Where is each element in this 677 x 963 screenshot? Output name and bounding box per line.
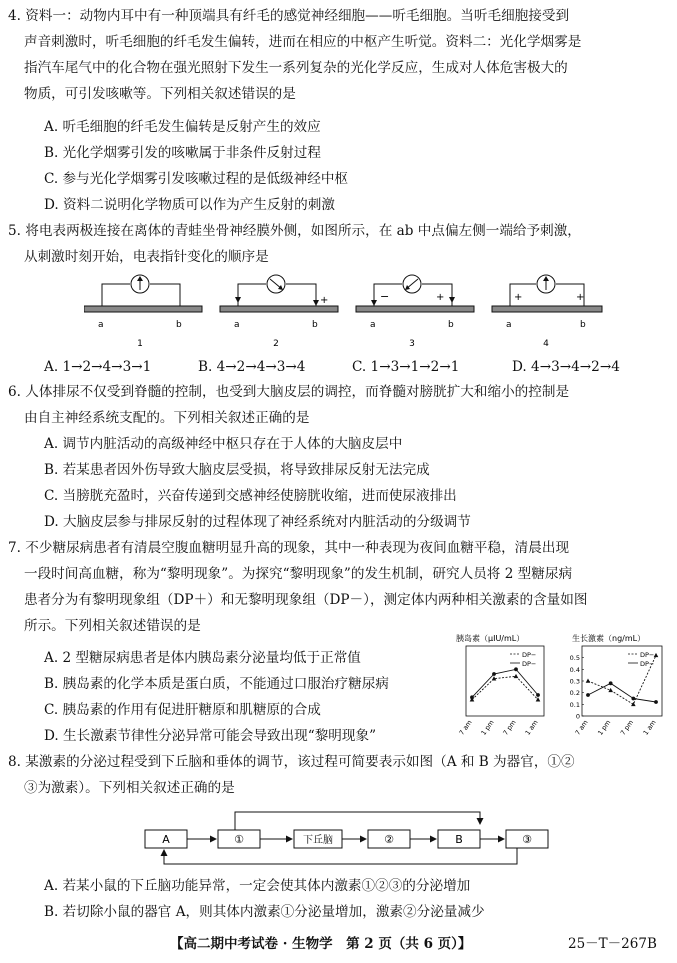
q7-line-2: 一段时间高血糖，称为“黎明现象”。为探究“黎明现象”的发生机制，研究人员将 2 型糖尿病 <box>24 566 573 582</box>
q7-option-c: C. 胰岛素的作用有促进肝糖原和肌糖原的合成 <box>44 702 321 718</box>
q7-option-d: D. 生长激素节律性分泌异常可能会导致出现“黎明现象” <box>44 728 377 744</box>
panel-2-label-b: b <box>312 320 318 330</box>
q8-option-a: A. 若某小鼠的下丘脑功能异常，一定会使其体内激素①②③的分泌增加 <box>44 878 471 894</box>
svg-text:①: ① <box>234 833 244 846</box>
panel-1 <box>84 275 202 349</box>
q6-line-1: 6. 人体排尿不仅受到脊髓的控制，也受到大脑皮层的调控，而脊髓对膀胱扩大和缩小的控制是 <box>8 384 570 400</box>
chart-2-ytick-label: 0.3 <box>569 677 580 686</box>
chart-2-series-2-point <box>654 700 658 704</box>
q7-line-3: 患者分为有黎明现象组（DP＋）和无黎明现象组（DP－），测定体内两种相关激素的含量如图 <box>24 592 588 608</box>
q6-option-a: A. 调节内脏活动的高级神经中枢只存在于人体的大脑皮层中 <box>44 436 403 452</box>
q4-line-1: 4. 资料一：动物内耳中有一种顶端具有纤毛的感觉神经细胞——听毛细胞。当听毛细胞接受到 <box>8 8 570 24</box>
panel-3-label-b: b <box>448 320 454 330</box>
panel-3-sign-right: + <box>436 292 445 303</box>
q7-line-4: 所示。下列相关叙述错误的是 <box>24 618 201 634</box>
chart-1-series-1-line <box>472 676 538 699</box>
q5-nerve-figure <box>84 270 604 350</box>
chart-2-ytick-label: 0.1 <box>569 700 580 709</box>
box-hormone-3 <box>506 830 548 848</box>
chart-2-ytick-label: 0 <box>575 712 580 721</box>
q4-line-3: 指汽车尾气中的化合物在强光照射下发生一系列复杂的光化学反应，生成对人体危害极大的 <box>24 60 568 76</box>
q4-option-c: C. 参与光化学烟雾引发咳嗽过程的是低级神经中枢 <box>44 171 349 187</box>
q5-option-d: D. 4→3→4→2→4 <box>512 359 620 375</box>
chart-2-series-2-point <box>609 681 613 685</box>
chart-2-xtick-label: 1 am <box>641 718 658 737</box>
chart-1-series-2-line <box>472 669 538 697</box>
panel-3 <box>356 275 474 349</box>
box-a <box>145 830 187 848</box>
q5-option-a: A. 1→2→4→3→1 <box>44 359 152 375</box>
chart-1-xtick-label: 7 am <box>457 718 474 737</box>
chart-1-series-2-point <box>536 693 540 697</box>
chart-2-title: 生长激素（ng/mL） <box>572 634 646 643</box>
q8-option-b: B. 若切除小鼠的器官 A，则其体内激素①分泌量增加，激素②分泌量减少 <box>44 904 485 920</box>
panel-4-label-b: b <box>580 320 586 330</box>
chart-2-series-2-point <box>586 693 590 697</box>
chart-2-series-1-point <box>586 679 591 683</box>
panel-3-label-a: a <box>370 320 376 330</box>
chart-1-series-2-point <box>492 672 496 676</box>
panel-4-sign-right: + <box>576 292 585 303</box>
q6-option-c: C. 当膀胱充盈时，兴奋传递到交感神经使膀胱收缩，进而使尿液排出 <box>44 488 457 504</box>
chart-2-series-1-point <box>654 653 659 657</box>
footer-code: 25－T－267B <box>568 936 657 952</box>
q6-line-2: 由自主神经系统支配的。下列相关叙述正确的是 <box>24 410 310 426</box>
panel-1-number: 1 <box>137 339 143 349</box>
chart-2-series-2-point <box>631 697 635 701</box>
panel-2-sign: + <box>320 295 329 306</box>
svg-text:③: ③ <box>522 833 532 846</box>
panel-2 <box>220 275 338 349</box>
chart-2-legend-label-1: DP− <box>640 651 655 659</box>
chart-1-legend-label-1: DP− <box>522 651 537 659</box>
chart-1-legend-label-2: DP− <box>522 660 537 668</box>
panel-1-label-b: b <box>176 320 182 330</box>
panel-3-sign-left: − <box>380 290 390 303</box>
chart-1-series-2-point <box>470 695 474 699</box>
chart-1-xtick-label: 1 pm <box>479 718 496 737</box>
panel-2-number: 2 <box>273 339 279 349</box>
chart-2-series-2-line <box>588 683 656 702</box>
chart-1-xtick-label: 1 am <box>523 718 540 737</box>
q6-option-d: D. 大脑皮层参与排尿反射的过程体现了神经系统对内脏活动的分级调节 <box>44 514 471 530</box>
svg-text:下丘脑: 下丘脑 <box>303 835 333 846</box>
box-hormone-1 <box>218 830 260 848</box>
q5-option-b: B. 4→2→4→3→4 <box>198 359 306 375</box>
chart-2-xtick-label: 7 pm <box>618 718 635 737</box>
q4-line-4: 物质，可引发咳嗽等。下列相关叙述错误的是 <box>24 86 296 102</box>
svg-text:B: B <box>455 833 463 846</box>
q8-line-2: ③为激素）。下列相关叙述正确的是 <box>24 780 235 796</box>
chart-2-legend-label-2: DP− <box>640 660 655 668</box>
q4-option-a: A. 听毛细胞的纤毛发生偏转是反射产生的效应 <box>44 119 321 135</box>
chart-2-xtick-label: 1 pm <box>596 718 613 737</box>
svg-text:A: A <box>162 833 170 846</box>
q8-line-1: 8. 某激素的分泌过程受到下丘脑和垂体的调节，该过程可简要表示如图（A 和 B 为器官，①② <box>8 754 575 770</box>
q8-regulation-diagram <box>140 808 560 870</box>
chart-1-series-1-point <box>514 674 519 678</box>
panel-4-label-a: a <box>506 320 512 330</box>
q7-option-b: B. 胰岛素的化学本质是蛋白质，不能通过口服治疗糖尿病 <box>44 676 389 692</box>
panel-4 <box>492 275 602 349</box>
panel-2-label-a: a <box>234 320 240 330</box>
q7-option-a: A. 2 型糖尿病患者是体内胰岛素分泌量均低于正常值 <box>44 650 361 666</box>
panel-4-sign-left: + <box>514 292 523 303</box>
q4-line-2: 声音刺激时，听毛细胞的纤毛发生偏转，进而在相应的中枢产生听觉。资料二：光化学烟雾是 <box>24 34 582 50</box>
chart-2-xtick-label: 7 am <box>573 718 590 737</box>
q4-option-b: B. 光化学烟雾引发的咳嗽属于非条件反射过程 <box>44 145 321 161</box>
q6-option-b: B. 若某患者因外伤导致大脑皮层受损，将导致排尿反射无法完成 <box>44 462 430 478</box>
chart-1-series-2-point <box>514 667 518 671</box>
q5-line-2: 从刺激时刻开始，电表指针变化的顺序是 <box>24 249 269 265</box>
panel-1-label-a: a <box>98 320 104 330</box>
panel-4-number: 4 <box>543 339 549 349</box>
chart-2-ytick-label: 0.4 <box>569 665 580 674</box>
box-b <box>438 830 480 848</box>
chart-2-ytick-label: 0.2 <box>569 689 580 698</box>
chart-1-xtick-label: 7 pm <box>501 718 518 737</box>
q7-hormone-charts <box>452 628 672 748</box>
q4-option-d: D. 资料二说明化学物质可以作为产生反射的刺激 <box>44 197 335 213</box>
svg-text:②: ② <box>384 833 394 846</box>
q5-option-c: C. 1→3→1→2→1 <box>352 359 460 375</box>
footer-title: 【高二期中考试卷 · 生物学 第 2 页（共 6 页）】 <box>170 936 472 952</box>
chart-2-series-1-point <box>631 702 636 706</box>
box-hypothalamus <box>294 830 342 848</box>
q5-line-1: 5. 将电表两极连接在离体的青蛙坐骨神经膜外侧，如图所示，在 ab 中点偏左侧一端给予刺激， <box>8 223 581 239</box>
chart-1-title: 胰岛素（μIU/mL） <box>456 634 525 643</box>
chart-2-ytick-label: 0.5 <box>569 654 580 663</box>
q7-line-1: 7. 不少糖尿病患者有清晨空腹血糖明显升高的现象，其中一种表现为夜间血糖平稳，清晨出现 <box>8 540 570 556</box>
panel-3-number: 3 <box>409 339 415 349</box>
box-hormone-2 <box>368 830 410 848</box>
